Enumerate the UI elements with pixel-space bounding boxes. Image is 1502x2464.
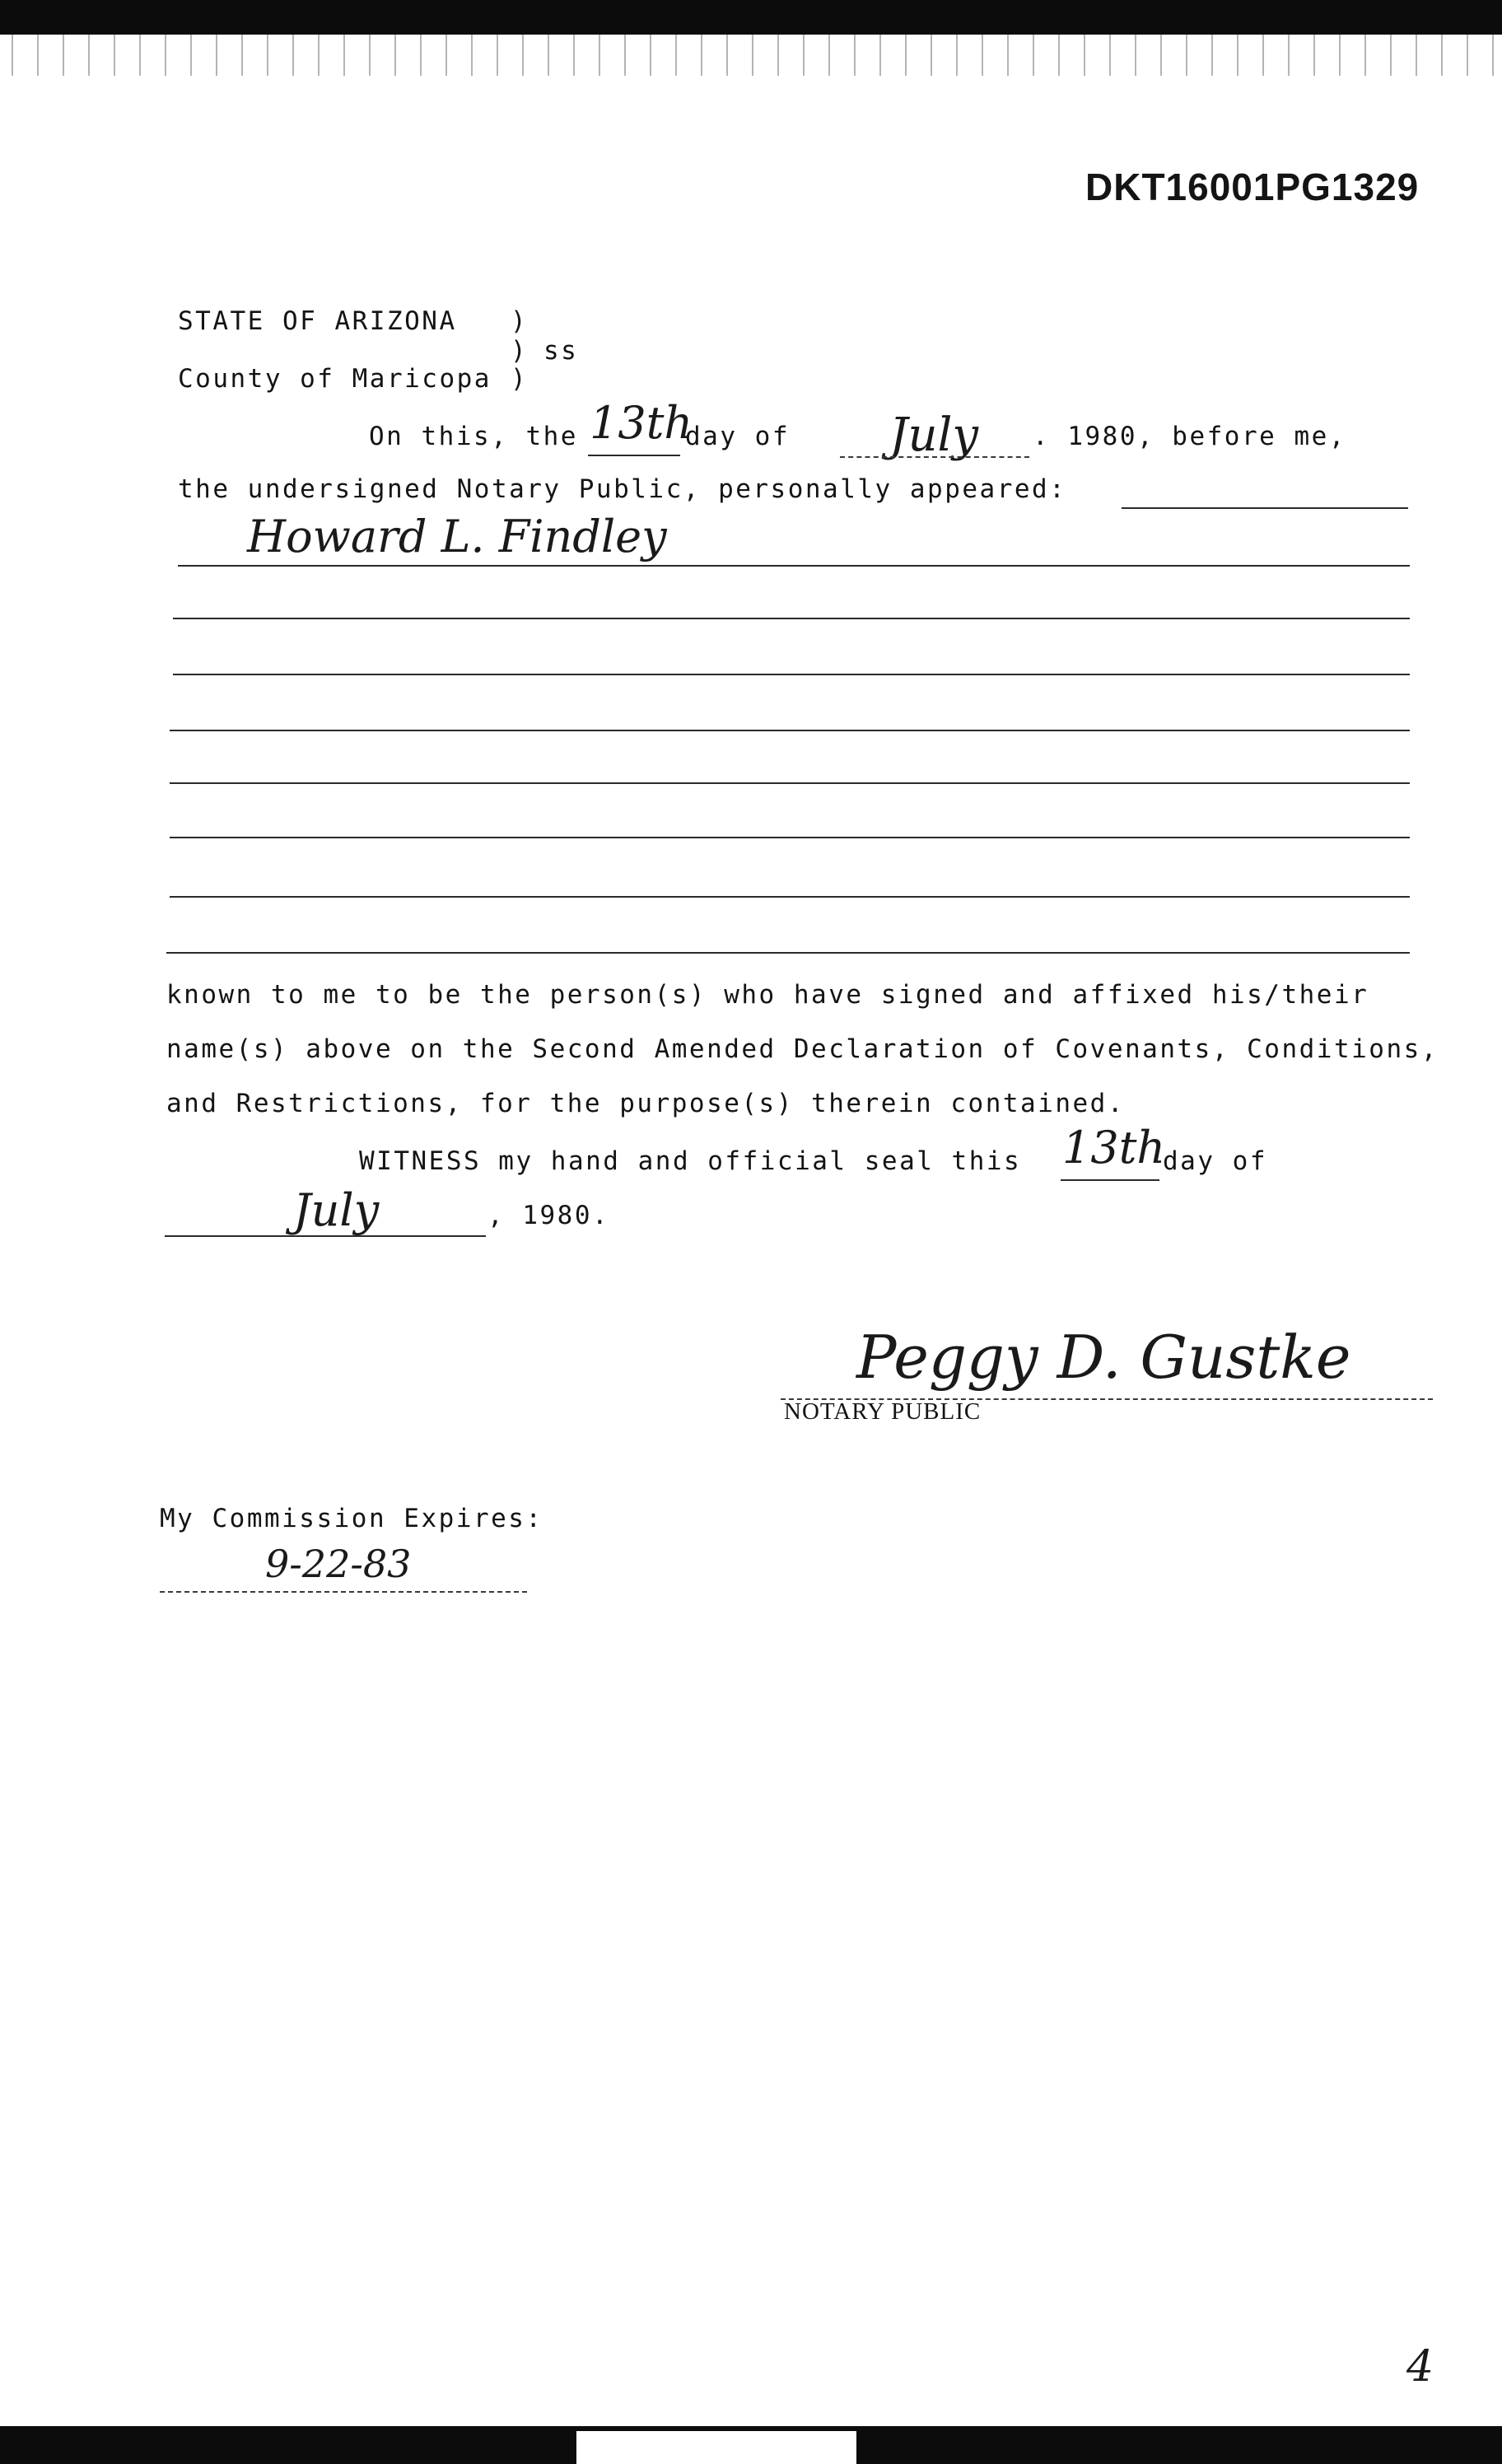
known-line2: name(s) above on the Second Amended Declaration of Covenants, Conditions,	[166, 1034, 1439, 1064]
state-label: STATE OF ARIZONA	[178, 306, 457, 336]
witness-year: , 1980.	[487, 1201, 610, 1230]
commission-label: My Commission Expires:	[160, 1504, 543, 1533]
handwritten-appeared-name: Howard L. Findley	[247, 511, 667, 562]
ss-label: ss	[543, 336, 579, 366]
ack-line1-suffix: . 1980, before me,	[1033, 422, 1346, 451]
signatory-line	[170, 730, 1410, 731]
signatory-line	[173, 618, 1410, 619]
ack-line1-mid: day of	[685, 422, 790, 451]
witness-day-suffix: day of	[1163, 1146, 1267, 1176]
notary-label: NOTARY PUBLIC	[784, 1398, 982, 1425]
signatory-line	[170, 896, 1410, 898]
scan-noise	[0, 35, 1502, 76]
ack-line2: the undersigned Notary Public, personally appeared:	[178, 474, 1067, 504]
known-line3: and Restrictions, for the purpose(s) therein contained.	[166, 1089, 1125, 1118]
signatory-line	[170, 782, 1410, 784]
venue-paren: )	[511, 306, 529, 336]
witness-day-blank	[1061, 1179, 1159, 1181]
handwritten-commission-date: 9-22-83	[265, 1542, 412, 1586]
handwritten-month: July	[889, 408, 979, 462]
handwritten-witness-month: July	[293, 1184, 380, 1236]
handwritten-day: 13th	[590, 397, 693, 449]
month-blank-line	[840, 456, 1029, 458]
handwritten-witness-day: 13th	[1062, 1122, 1166, 1174]
signatory-line	[178, 565, 1410, 567]
scan-bottom-gap	[576, 2431, 856, 2464]
commission-date-line	[160, 1591, 527, 1593]
ack-line1-prefix: On this, the	[369, 422, 578, 451]
day-blank-line	[588, 455, 680, 456]
notary-signature: Peggy D. Gustke	[856, 1323, 1351, 1392]
signatory-line	[173, 674, 1410, 675]
page-mark: 4	[1406, 2342, 1434, 2392]
docket-reference: DKT16001PG1329	[1085, 166, 1420, 208]
venue-paren: )	[511, 364, 529, 394]
witness-month-blank	[165, 1235, 486, 1237]
signatory-line	[170, 837, 1410, 838]
venue-paren: )	[511, 336, 529, 366]
known-line1: known to me to be the person(s) who have signed and affixed his/their	[166, 980, 1369, 1010]
appeared-blank-line	[1122, 507, 1408, 509]
signatory-line	[166, 952, 1410, 954]
scan-top-border	[0, 0, 1502, 35]
county-label: County of Maricopa	[178, 364, 492, 394]
witness-prefix: WITNESS my hand and official seal this	[359, 1146, 1022, 1176]
